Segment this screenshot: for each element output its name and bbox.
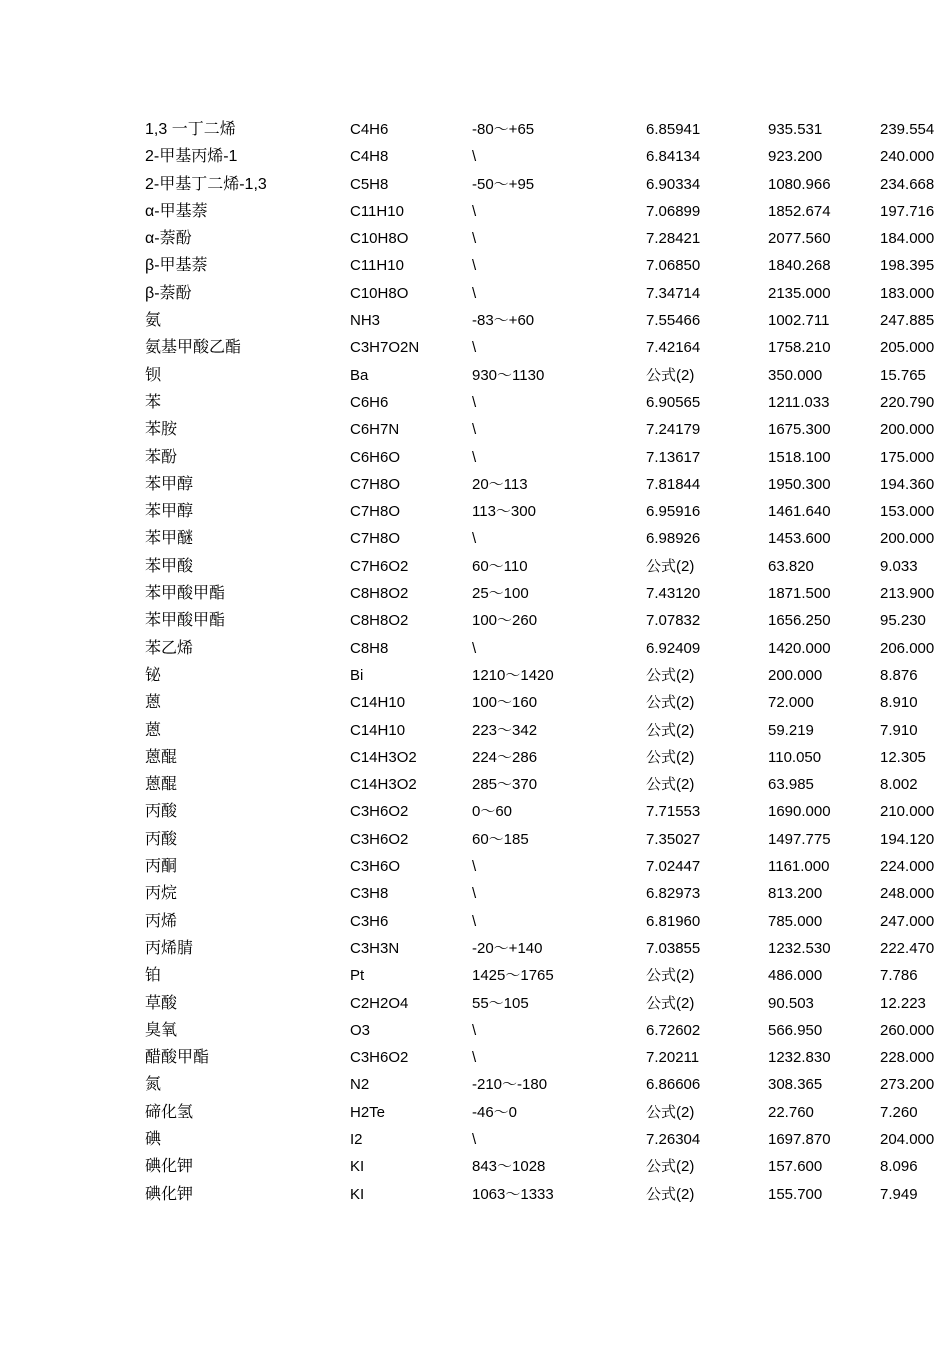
substance-name-cell: 苯甲醇 — [145, 503, 194, 521]
coefficient-a-cell: 6.82973 — [646, 885, 701, 903]
substance-name-cell: 丙酸 — [145, 803, 178, 821]
temperature-range-cell: \ — [472, 284, 477, 302]
formula-cell: C10H8O — [350, 230, 409, 248]
substance-name-cell: 苯甲醇 — [145, 475, 194, 493]
formula-cell: C7H8O — [350, 503, 401, 521]
coefficient-a-cell: 公式(2) — [646, 1158, 695, 1176]
coefficient-a-cell: 6.72602 — [646, 1021, 701, 1039]
coefficient-a-cell: 6.90334 — [646, 175, 701, 193]
coefficient-c-cell: 8.096 — [880, 1158, 918, 1176]
temperature-range-cell: \ — [472, 202, 477, 220]
coefficient-a-cell: 6.98926 — [646, 530, 701, 548]
table-row — [145, 389, 950, 416]
formula-cell: C3H6O2 — [350, 1049, 409, 1067]
table-row — [145, 798, 950, 825]
coefficient-b-cell: 1453.600 — [768, 530, 831, 548]
formula-cell: Pt — [350, 967, 365, 985]
temperature-range-cell: 223～342 — [472, 721, 538, 739]
substance-name-cell: 碘化钾 — [145, 1185, 194, 1203]
table-row — [145, 143, 950, 170]
substance-name-cell: 2-甲基丙烯-1 — [145, 148, 238, 166]
coefficient-c-cell: 260.000 — [880, 1021, 935, 1039]
formula-cell: C3H6O — [350, 858, 401, 876]
coefficient-a-cell: 7.42164 — [646, 339, 701, 357]
substance-name-cell: 丙酸 — [145, 830, 178, 848]
table-row — [145, 198, 950, 225]
coefficient-a-cell: 7.35027 — [646, 830, 701, 848]
temperature-range-cell: -83～+60 — [472, 312, 535, 330]
table-row — [145, 334, 950, 361]
coefficient-c-cell: 228.000 — [880, 1049, 935, 1067]
formula-cell: C11H10 — [350, 202, 404, 220]
coefficient-a-cell: 7.06899 — [646, 202, 701, 220]
temperature-range-cell: 60～185 — [472, 830, 529, 848]
coefficient-b-cell: 1080.966 — [768, 175, 831, 193]
formula-cell: C14H10 — [350, 694, 406, 712]
temperature-range-cell: -20～+140 — [472, 939, 543, 957]
substance-name-cell: 2-甲基丁二烯-1,3 — [145, 175, 267, 193]
formula-cell: Bi — [350, 666, 364, 684]
substance-name-cell: 醋酸甲酯 — [145, 1049, 210, 1067]
substance-name-cell: 苯甲酸 — [145, 557, 194, 575]
coefficient-c-cell: 7.260 — [880, 1103, 918, 1121]
coefficient-c-cell: 194.120 — [880, 830, 935, 848]
coefficient-b-cell: 1497.775 — [768, 830, 831, 848]
coefficient-a-cell: 公式(2) — [646, 748, 695, 766]
table-row — [145, 1099, 950, 1126]
substance-name-cell: 1,3 一丁二烯 — [145, 121, 236, 138]
substance-name-cell: 氨 — [145, 312, 162, 330]
coefficient-b-cell: 2077.560 — [768, 230, 831, 248]
substance-name-cell: 丙烷 — [145, 885, 178, 903]
table-row — [145, 1181, 950, 1208]
table-row — [145, 416, 950, 443]
coefficient-b-cell: 813.200 — [768, 885, 823, 903]
substance-name-cell: β-萘酚 — [145, 284, 192, 302]
temperature-range-cell: \ — [472, 530, 477, 548]
coefficient-b-cell: 350.000 — [768, 366, 823, 384]
coefficient-c-cell: 234.668 — [880, 175, 935, 193]
formula-cell: C8H8O2 — [350, 612, 409, 630]
formula-cell: C7H6O2 — [350, 557, 409, 575]
table-row — [145, 525, 950, 552]
substance-name-cell: β-甲基萘 — [145, 257, 208, 275]
temperature-range-cell: \ — [472, 885, 477, 903]
formula-cell: C3H6O2 — [350, 803, 409, 821]
temperature-range-cell: 20～113 — [472, 475, 528, 493]
table-row — [145, 553, 950, 580]
coefficient-c-cell: 194.360 — [880, 475, 935, 493]
temperature-range-cell: 1210～1420 — [472, 666, 554, 684]
temperature-range-cell: 1063～1333 — [472, 1185, 554, 1203]
coefficient-c-cell: 7.949 — [880, 1185, 918, 1203]
coefficient-a-cell: 7.81844 — [646, 475, 701, 493]
table-row — [145, 252, 950, 279]
coefficient-c-cell: 200.000 — [880, 530, 935, 548]
substance-name-cell: 钡 — [145, 366, 162, 384]
substance-name-cell: 苯甲醚 — [145, 530, 194, 548]
table-row — [145, 853, 950, 880]
coefficient-b-cell: 1461.640 — [768, 503, 831, 521]
substance-name-cell: α-萘酚 — [145, 230, 192, 248]
table-row — [145, 307, 950, 334]
substance-name-cell: 氨基甲酸乙酯 — [145, 339, 242, 357]
temperature-range-cell: \ — [472, 257, 477, 275]
coefficient-c-cell: 8.910 — [880, 694, 918, 712]
coefficient-c-cell: 197.716 — [880, 202, 935, 220]
coefficient-b-cell: 1690.000 — [768, 803, 831, 821]
coefficient-a-cell: 6.81960 — [646, 912, 701, 930]
coefficient-c-cell: 15.765 — [880, 366, 926, 384]
coefficient-b-cell: 1232.530 — [768, 939, 831, 957]
substance-name-cell: 铂 — [145, 967, 162, 985]
temperature-range-cell: \ — [472, 230, 477, 248]
formula-cell: C7H8O — [350, 530, 401, 548]
table-row — [145, 498, 950, 525]
coefficient-b-cell: 486.000 — [768, 967, 823, 985]
substance-name-cell: 蒽醌 — [145, 748, 178, 766]
coefficient-a-cell: 公式(2) — [646, 557, 695, 575]
temperature-range-cell: \ — [472, 639, 477, 657]
table-row — [145, 1017, 950, 1044]
coefficient-c-cell: 8.002 — [880, 776, 918, 794]
table-row — [145, 1044, 950, 1071]
temperature-range-cell: \ — [472, 421, 477, 439]
substance-name-cell: 苯酚 — [145, 448, 178, 466]
formula-cell: C8H8O2 — [350, 585, 409, 603]
coefficient-c-cell: 12.305 — [880, 748, 926, 766]
coefficient-b-cell: 72.000 — [768, 694, 814, 712]
coefficient-a-cell: 公式(2) — [646, 694, 695, 712]
coefficient-a-cell: 6.90565 — [646, 393, 701, 411]
coefficient-c-cell: 184.000 — [880, 230, 935, 248]
coefficient-a-cell: 7.13617 — [646, 448, 701, 466]
table-row — [145, 717, 950, 744]
formula-cell: C14H3O2 — [350, 776, 417, 794]
coefficient-c-cell: 183.000 — [880, 284, 935, 302]
coefficient-b-cell: 1518.100 — [768, 448, 831, 466]
table-row — [145, 225, 950, 252]
coefficient-c-cell: 198.395 — [880, 257, 935, 275]
coefficient-b-cell: 308.365 — [768, 1076, 823, 1094]
coefficient-b-cell: 1211.033 — [768, 393, 830, 411]
coefficient-c-cell: 9.033 — [880, 557, 918, 575]
formula-cell: C7H8O — [350, 475, 401, 493]
coefficient-a-cell: 公式(2) — [646, 776, 695, 794]
coefficient-a-cell: 公式(2) — [646, 994, 695, 1012]
coefficient-c-cell: 200.000 — [880, 421, 935, 439]
coefficient-b-cell: 1420.000 — [768, 639, 831, 657]
substance-name-cell: 臭氧 — [145, 1021, 178, 1039]
coefficient-c-cell: 8.876 — [880, 666, 918, 684]
table-row — [145, 908, 950, 935]
table-row — [145, 662, 950, 689]
coefficient-b-cell: 923.200 — [768, 148, 823, 166]
coefficient-c-cell: 175.000 — [880, 448, 935, 466]
coefficient-c-cell: 205.000 — [880, 339, 935, 357]
temperature-range-cell: 25～100 — [472, 585, 529, 603]
formula-cell: C3H3N — [350, 939, 400, 957]
coefficient-a-cell: 7.43120 — [646, 585, 701, 603]
table-row — [145, 990, 950, 1017]
substance-name-cell: 蒽 — [145, 694, 162, 712]
temperature-range-cell: 1425～1765 — [472, 967, 554, 985]
coefficient-a-cell: 7.07832 — [646, 612, 701, 630]
coefficient-c-cell: 273.200 — [880, 1076, 935, 1094]
coefficient-b-cell: 200.000 — [768, 666, 823, 684]
substance-name-cell: 草酸 — [145, 994, 178, 1012]
coefficient-a-cell: 7.02447 — [646, 858, 701, 876]
coefficient-a-cell: 7.24179 — [646, 421, 701, 439]
coefficient-a-cell: 6.86606 — [646, 1076, 701, 1094]
table-row — [145, 744, 950, 771]
coefficient-a-cell: 6.95916 — [646, 503, 701, 521]
coefficient-b-cell: 110.050 — [768, 748, 822, 766]
formula-cell: I2 — [350, 1130, 363, 1148]
temperature-range-cell: 843～1028 — [472, 1158, 546, 1176]
temperature-range-cell: \ — [472, 1130, 477, 1148]
temperature-range-cell: 0～60 — [472, 803, 513, 821]
coefficient-b-cell: 1840.268 — [768, 257, 831, 275]
coefficient-a-cell: 7.71553 — [646, 803, 701, 821]
substance-name-cell: 苯甲酸甲酯 — [145, 612, 226, 630]
table-row — [145, 280, 950, 307]
temperature-range-cell: \ — [472, 1049, 477, 1067]
coefficient-c-cell: 206.000 — [880, 639, 935, 657]
coefficient-b-cell: 1852.674 — [768, 202, 831, 220]
coefficient-a-cell: 7.28421 — [646, 230, 701, 248]
substance-name-cell: 苯甲酸甲酯 — [145, 585, 226, 603]
table-row — [145, 771, 950, 798]
coefficient-c-cell: 224.000 — [880, 858, 935, 876]
coefficient-a-cell: 7.03855 — [646, 939, 701, 957]
formula-cell: C3H8 — [350, 885, 389, 903]
temperature-range-cell: -210～-180 — [472, 1076, 548, 1094]
coefficient-c-cell: 7.786 — [880, 967, 918, 985]
table-row — [145, 580, 950, 607]
substance-name-cell: 铋 — [145, 666, 162, 684]
temperature-range-cell: 113～300 — [472, 503, 536, 521]
temperature-range-cell: \ — [472, 912, 477, 930]
table-row — [145, 1071, 950, 1098]
temperature-range-cell: \ — [472, 339, 477, 357]
coefficient-c-cell: 240.000 — [880, 148, 935, 166]
substance-name-cell: 氮 — [145, 1076, 162, 1094]
temperature-range-cell: \ — [472, 1021, 477, 1039]
formula-cell: C10H8O — [350, 284, 409, 302]
coefficient-a-cell: 公式(2) — [646, 721, 695, 739]
coefficient-b-cell: 935.531 — [768, 121, 823, 138]
coefficient-b-cell: 1871.500 — [768, 585, 831, 603]
substance-name-cell: 丙酮 — [145, 858, 178, 876]
formula-cell: O3 — [350, 1021, 371, 1039]
data-table — [145, 116, 950, 1208]
formula-cell: C3H6O2 — [350, 830, 409, 848]
coefficient-b-cell: 1697.870 — [768, 1130, 831, 1148]
table-row — [145, 607, 950, 634]
formula-cell: KI — [350, 1185, 365, 1203]
temperature-range-cell: 224～286 — [472, 748, 538, 766]
coefficient-a-cell: 公式(2) — [646, 1185, 695, 1203]
formula-cell: KI — [350, 1158, 365, 1176]
table-row — [145, 635, 950, 662]
temperature-range-cell: \ — [472, 148, 477, 166]
table-row — [145, 826, 950, 853]
temperature-range-cell: -80～+65 — [472, 121, 535, 138]
coefficient-c-cell: 247.885 — [880, 312, 935, 330]
coefficient-a-cell: 7.20211 — [646, 1049, 700, 1067]
formula-cell: C4H6 — [350, 121, 389, 138]
coefficient-b-cell: 1758.210 — [768, 339, 831, 357]
coefficient-b-cell: 1950.300 — [768, 475, 831, 493]
table-row — [145, 362, 950, 389]
table-row — [145, 1153, 950, 1180]
formula-cell: C6H6O — [350, 448, 401, 466]
formula-cell: H2Te — [350, 1103, 386, 1121]
substance-name-cell: 苯胺 — [145, 421, 178, 439]
table-row — [145, 471, 950, 498]
formula-cell: C3H6 — [350, 912, 389, 930]
temperature-range-cell: 100～160 — [472, 694, 538, 712]
coefficient-c-cell: 213.900 — [880, 585, 935, 603]
coefficient-c-cell: 222.470 — [880, 939, 935, 957]
substance-name-cell: α-甲基萘 — [145, 202, 208, 220]
substance-name-cell: 丙烯 — [145, 912, 178, 930]
formula-cell: NH3 — [350, 312, 381, 330]
temperature-range-cell: 55～105 — [472, 994, 529, 1012]
coefficient-a-cell: 7.26304 — [646, 1130, 701, 1148]
substance-name-cell: 丙烯腈 — [145, 939, 194, 957]
temperature-range-cell: 60～110 — [472, 557, 528, 575]
table-row — [145, 689, 950, 716]
coefficient-a-cell: 6.92409 — [646, 639, 701, 657]
coefficient-c-cell: 153.000 — [880, 503, 935, 521]
coefficient-a-cell: 6.84134 — [646, 148, 701, 166]
coefficient-b-cell: 157.600 — [768, 1158, 823, 1176]
formula-cell: C8H8 — [350, 639, 389, 657]
coefficient-c-cell: 248.000 — [880, 885, 935, 903]
table-row — [145, 935, 950, 962]
coefficient-a-cell: 6.85941 — [646, 121, 701, 138]
coefficient-b-cell: 566.950 — [768, 1021, 823, 1039]
temperature-range-cell: -46～0 — [472, 1103, 518, 1121]
coefficient-c-cell: 220.790 — [880, 393, 935, 411]
coefficient-c-cell: 239.554 — [880, 121, 935, 138]
coefficient-b-cell: 785.000 — [768, 912, 823, 930]
coefficient-c-cell: 247.000 — [880, 912, 935, 930]
formula-cell: C11H10 — [350, 257, 404, 275]
formula-cell: C2H2O4 — [350, 994, 409, 1012]
formula-cell: C6H7N — [350, 421, 400, 439]
coefficient-b-cell: 59.219 — [768, 721, 814, 739]
substance-name-cell: 苯 — [145, 393, 162, 411]
temperature-range-cell: \ — [472, 393, 477, 411]
formula-cell: N2 — [350, 1076, 370, 1094]
coefficient-b-cell: 155.700 — [768, 1185, 823, 1203]
coefficient-c-cell: 95.230 — [880, 612, 926, 630]
table-row — [145, 116, 950, 143]
coefficient-b-cell: 1002.711 — [768, 312, 830, 330]
coefficient-a-cell: 7.55466 — [646, 312, 701, 330]
substance-name-cell: 蒽 — [145, 721, 162, 739]
coefficient-b-cell: 2135.000 — [768, 284, 831, 302]
coefficient-b-cell: 63.985 — [768, 776, 814, 794]
temperature-range-cell: \ — [472, 448, 477, 466]
formula-cell: C5H8 — [350, 175, 389, 193]
table-row — [145, 444, 950, 471]
formula-cell: C14H10 — [350, 721, 406, 739]
temperature-range-cell: 100～260 — [472, 612, 538, 630]
formula-cell: C4H8 — [350, 148, 389, 166]
temperature-range-cell: 930～1130 — [472, 366, 545, 384]
coefficient-c-cell: 7.910 — [880, 721, 918, 739]
substance-name-cell: 蒽醌 — [145, 776, 178, 794]
formula-cell: C14H3O2 — [350, 748, 417, 766]
coefficient-b-cell: 90.503 — [768, 994, 814, 1012]
table-row — [145, 171, 950, 198]
substance-name-cell: 碘化钾 — [145, 1158, 194, 1176]
coefficient-a-cell: 7.34714 — [646, 284, 701, 302]
temperature-range-cell: \ — [472, 858, 477, 876]
table-row — [145, 1126, 950, 1153]
formula-cell: Ba — [350, 366, 369, 384]
temperature-range-cell: -50～+95 — [472, 175, 535, 193]
coefficient-a-cell: 公式(2) — [646, 666, 695, 684]
coefficient-b-cell: 63.820 — [768, 557, 814, 575]
coefficient-c-cell: 210.000 — [880, 803, 935, 821]
substance-name-cell: 苯乙烯 — [145, 639, 194, 657]
substance-name-cell: 碲化氢 — [145, 1103, 194, 1121]
coefficient-a-cell: 公式(2) — [646, 366, 695, 384]
formula-cell: C6H6 — [350, 393, 389, 411]
table-row — [145, 962, 950, 989]
coefficient-b-cell: 1675.300 — [768, 421, 831, 439]
coefficient-b-cell: 1656.250 — [768, 612, 831, 630]
coefficient-c-cell: 12.223 — [880, 994, 926, 1012]
coefficient-b-cell: 22.760 — [768, 1103, 814, 1121]
formula-cell: C3H7O2N — [350, 339, 420, 357]
coefficient-b-cell: 1232.830 — [768, 1049, 831, 1067]
coefficient-c-cell: 204.000 — [880, 1130, 935, 1148]
temperature-range-cell: 285～370 — [472, 776, 538, 794]
coefficient-a-cell: 公式(2) — [646, 1103, 695, 1121]
substance-name-cell: 碘 — [145, 1130, 162, 1148]
coefficient-a-cell: 7.06850 — [646, 257, 701, 275]
table-row — [145, 880, 950, 907]
coefficient-a-cell: 公式(2) — [646, 967, 695, 985]
coefficient-b-cell: 1161.000 — [768, 858, 830, 876]
